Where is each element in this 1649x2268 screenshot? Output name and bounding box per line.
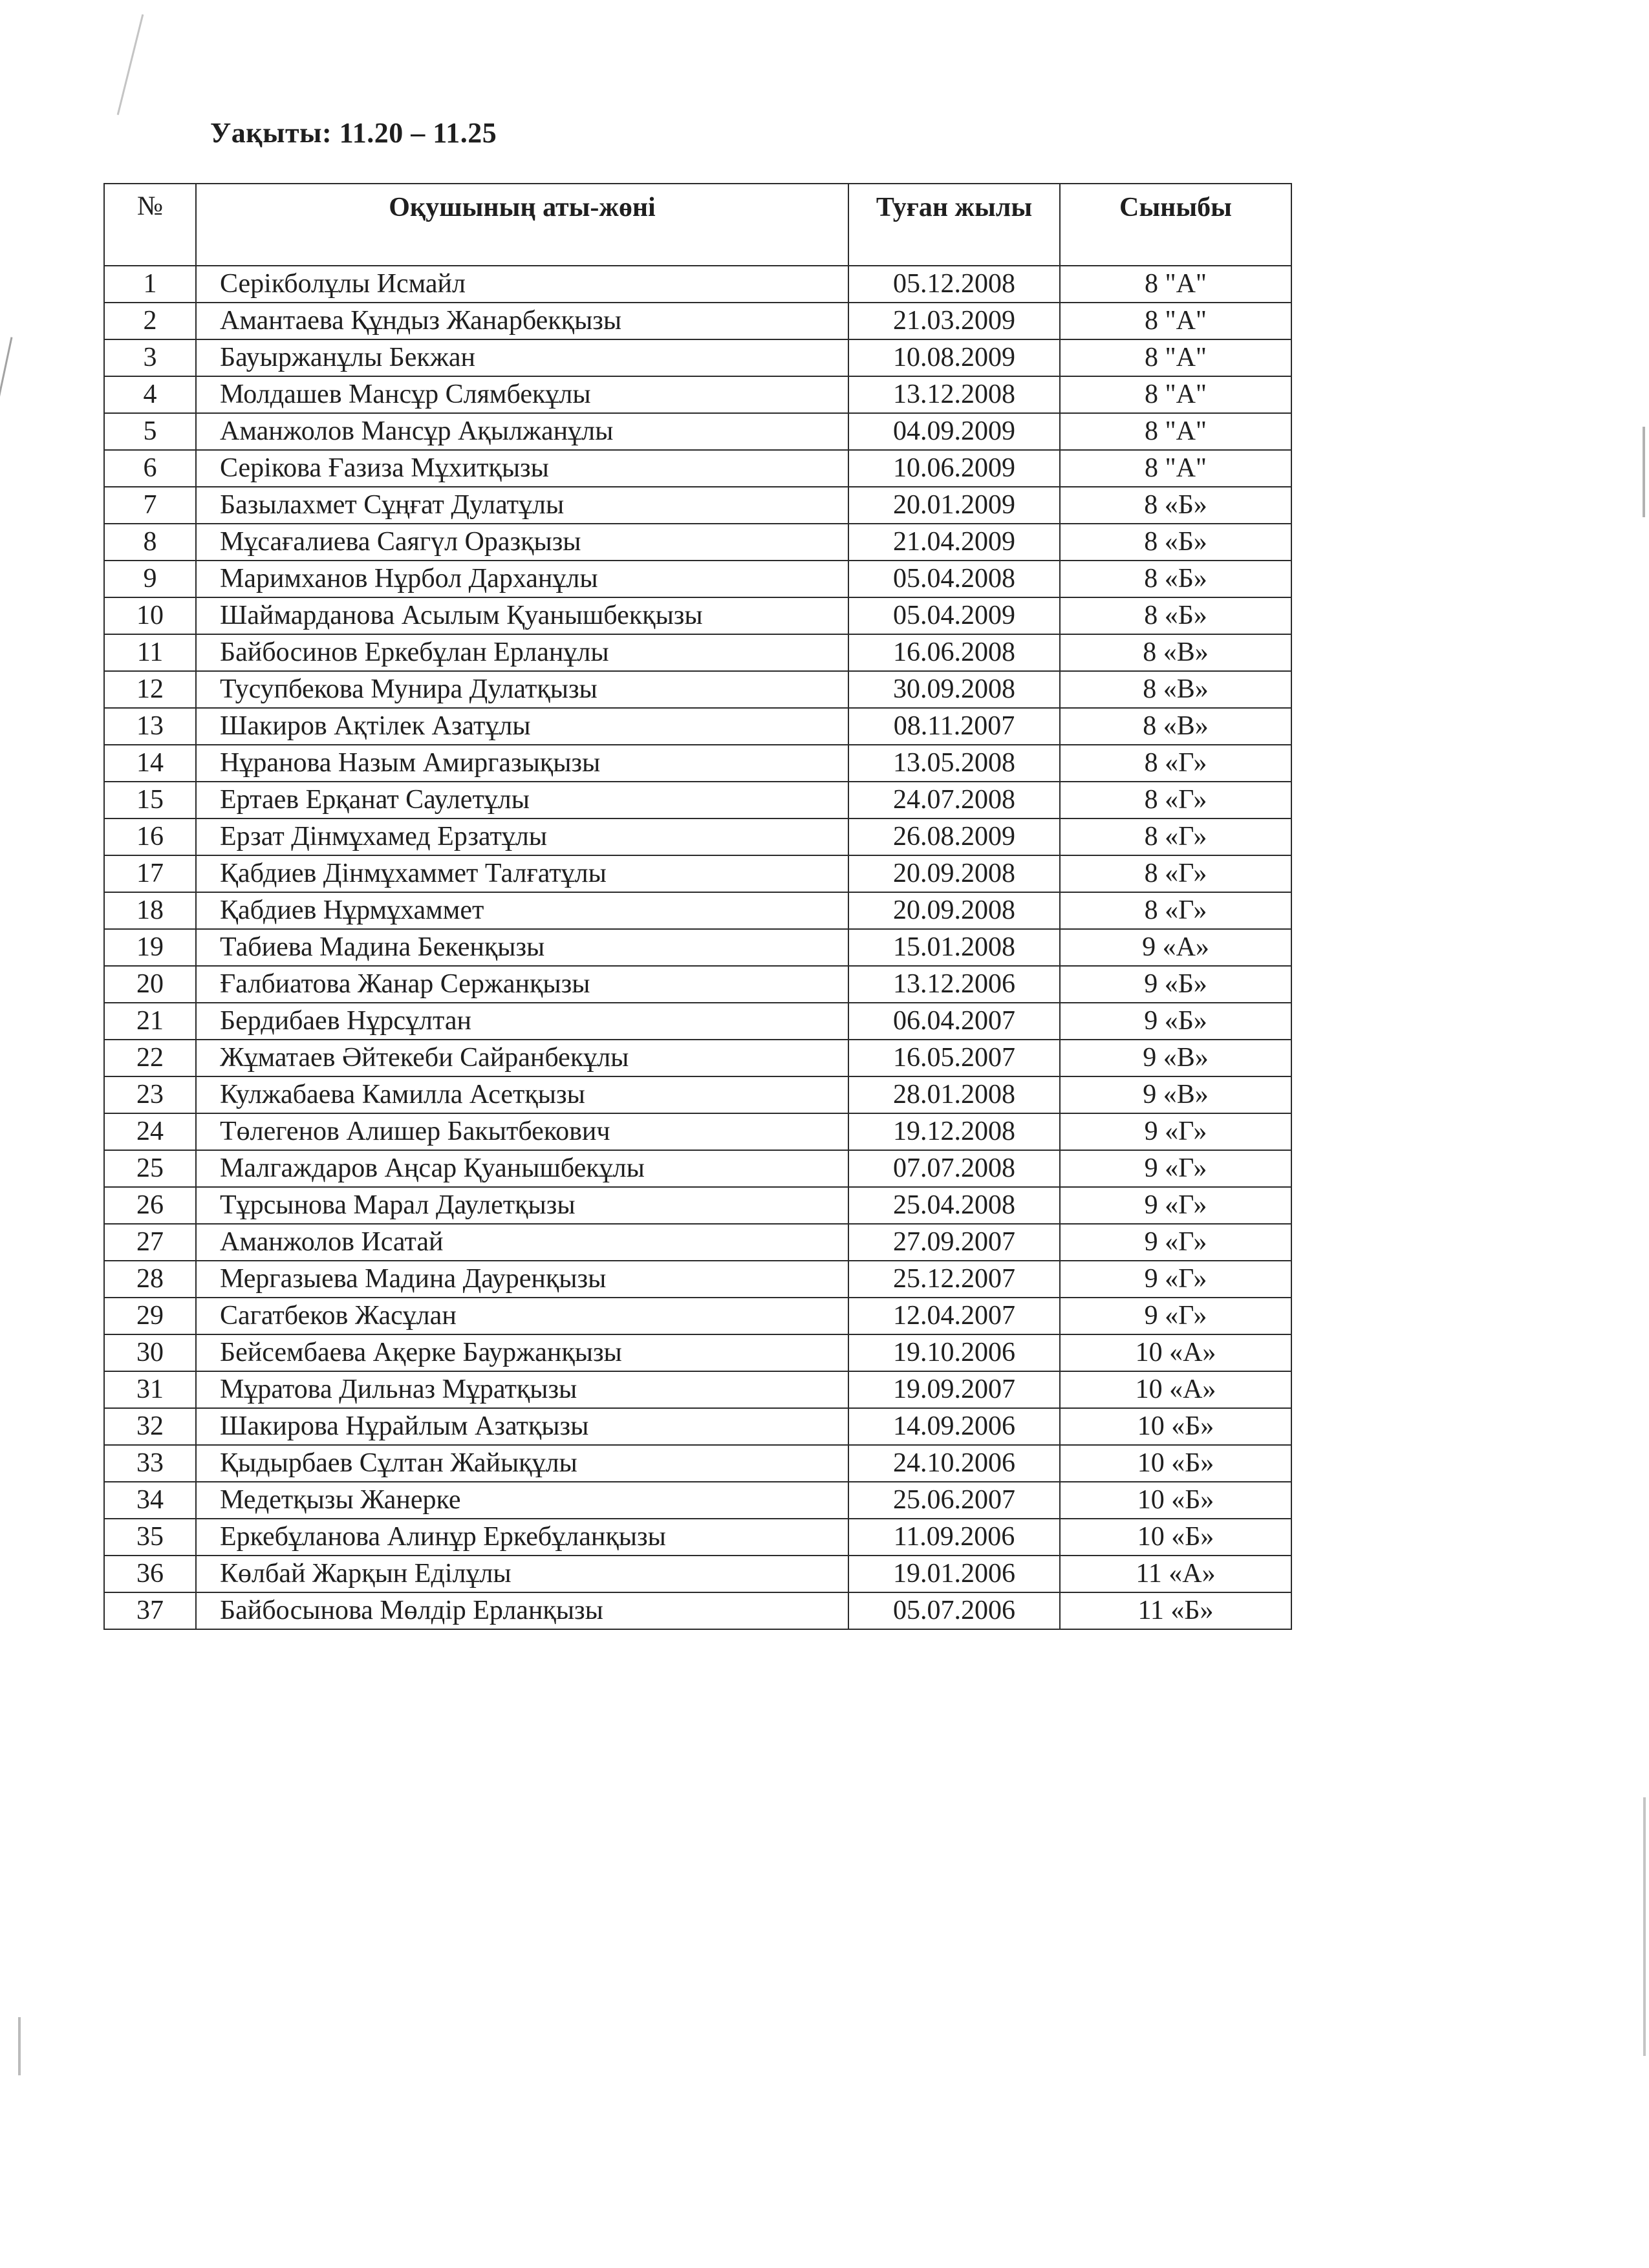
class-name: 8 «В» [1060, 708, 1291, 745]
class-name: 10 «Б» [1060, 1482, 1291, 1519]
student-name: Сагатбеков Жасұлан [196, 1298, 848, 1334]
birth-date: 19.12.2008 [848, 1113, 1060, 1150]
class-name: 11 «А» [1060, 1556, 1291, 1592]
table-row [104, 1556, 1291, 1592]
class-name: 10 «А» [1060, 1334, 1291, 1371]
row-number: 27 [104, 1224, 196, 1261]
birth-date: 24.10.2006 [848, 1445, 1060, 1482]
student-name: Көлбай Жарқын Еділұлы [196, 1556, 848, 1592]
scan-edge-mark-top [117, 14, 144, 115]
row-number: 30 [104, 1334, 196, 1371]
student-name: Медетқызы Жанерке [196, 1482, 848, 1519]
birth-date: 13.12.2008 [848, 376, 1060, 413]
class-name: 9 «А» [1060, 929, 1291, 966]
student-name: Бауыржанұлы Бекжан [196, 339, 848, 376]
class-name: 9 «Г» [1060, 1187, 1291, 1224]
row-number: 25 [104, 1150, 196, 1187]
birth-date: 25.12.2007 [848, 1261, 1060, 1298]
table-row [104, 597, 1291, 634]
class-name: 9 «Г» [1060, 1113, 1291, 1150]
row-number: 35 [104, 1519, 196, 1556]
student-name: Маримханов Нұрбол Дарханұлы [196, 561, 848, 597]
student-name: Бердибаев Нұрсұлтан [196, 1003, 848, 1040]
student-name: Шаймарданова Асылым Қуанышбекқызы [196, 597, 848, 634]
birth-date: 20.01.2009 [848, 487, 1060, 524]
class-name: 9 «Б» [1060, 966, 1291, 1003]
row-number: 22 [104, 1040, 196, 1076]
row-number: 12 [104, 671, 196, 708]
birth-date: 15.01.2008 [848, 929, 1060, 966]
student-name: Нұранова Назым Амиргазықызы [196, 745, 848, 782]
birth-date: 19.10.2006 [848, 1334, 1060, 1371]
student-name: Жұматаев Әйтекеби Сайранбекұлы [196, 1040, 848, 1076]
birth-date: 21.03.2009 [848, 303, 1060, 339]
table-row [104, 855, 1291, 892]
student-name: Амантаева Құндыз Жанарбекқызы [196, 303, 848, 339]
student-name: Мұратова Дильназ Мұратқызы [196, 1371, 848, 1408]
student-table [103, 183, 1292, 1630]
student-name: Малгаждаров Аңсар Қуанышбекұлы [196, 1150, 848, 1187]
birth-date: 21.04.2009 [848, 524, 1060, 561]
student-name: Еркебұланова Алинұр Еркебұланқызы [196, 1519, 848, 1556]
row-number: 16 [104, 818, 196, 855]
class-name: 8 «Г» [1060, 782, 1291, 818]
class-name: 8 "А" [1060, 303, 1291, 339]
table-row [104, 561, 1291, 597]
row-number: 33 [104, 1445, 196, 1482]
student-name: Қыдырбаев Сұлтан Жайықұлы [196, 1445, 848, 1482]
table-row [104, 1187, 1291, 1224]
table-row [104, 782, 1291, 818]
row-number: 8 [104, 524, 196, 561]
class-name: 9 «Г» [1060, 1298, 1291, 1334]
class-name: 8 "А" [1060, 339, 1291, 376]
student-name: Шакирова Нұрайлым Азатқызы [196, 1408, 848, 1445]
table-row [104, 1003, 1291, 1040]
birth-date: 24.07.2008 [848, 782, 1060, 818]
table-row [104, 1334, 1291, 1371]
student-name: Базылахмет Сұңғат Дулатұлы [196, 487, 848, 524]
row-number: 31 [104, 1371, 196, 1408]
class-name: 9 «Б» [1060, 1003, 1291, 1040]
table-row [104, 1408, 1291, 1445]
row-number: 2 [104, 303, 196, 339]
table-row [104, 892, 1291, 929]
table-row [104, 413, 1291, 450]
class-name: 11 «Б» [1060, 1592, 1291, 1629]
student-name: Серікболұлы Исмайл [196, 266, 848, 303]
student-name: Ерзат Дінмұхамед Ерзатұлы [196, 818, 848, 855]
time-heading: Уақыты: 11.20 – 11.25 [210, 117, 497, 149]
class-name: 9 «Г» [1060, 1150, 1291, 1187]
birth-date: 06.04.2007 [848, 1003, 1060, 1040]
table-row [104, 1113, 1291, 1150]
class-name: 9 «Г» [1060, 1224, 1291, 1261]
birth-date: 05.04.2008 [848, 561, 1060, 597]
header-student-name: Оқушының аты-жөні [196, 184, 848, 266]
header-class: Сыныбы [1060, 184, 1291, 266]
table-row [104, 634, 1291, 671]
class-name: 8 «Б» [1060, 524, 1291, 561]
header-birth-date [848, 184, 1060, 266]
student-name: Ғалбиатова Жанар Сержанқызы [196, 966, 848, 1003]
table-row [104, 818, 1291, 855]
student-name: Тұрсынова Марал Даулетқызы [196, 1187, 848, 1224]
birth-date: 10.06.2009 [848, 450, 1060, 487]
table-row [104, 266, 1291, 303]
birth-date: 13.05.2008 [848, 745, 1060, 782]
student-name: Қабдиев Нұрмұхаммет [196, 892, 848, 929]
birth-date: 13.12.2006 [848, 966, 1060, 1003]
row-number: 11 [104, 634, 196, 671]
student-name: Ертаев Ерқанат Саулетұлы [196, 782, 848, 818]
table-row [104, 671, 1291, 708]
row-number: 26 [104, 1187, 196, 1224]
table-row [104, 487, 1291, 524]
table-row [104, 339, 1291, 376]
student-name: Қабдиев Дінмұхаммет Талғатұлы [196, 855, 848, 892]
birth-date: 05.07.2006 [848, 1592, 1060, 1629]
class-name: 8 "А" [1060, 413, 1291, 450]
class-name: 9 «В» [1060, 1076, 1291, 1113]
table-body [104, 266, 1291, 1629]
row-number: 13 [104, 708, 196, 745]
table-row [104, 1371, 1291, 1408]
student-name: Шакиров Ақтілек Азатұлы [196, 708, 848, 745]
table-row [104, 1482, 1291, 1519]
birth-date: 11.09.2006 [848, 1519, 1060, 1556]
table-row [104, 1261, 1291, 1298]
table-row [104, 1298, 1291, 1334]
birth-date: 16.05.2007 [848, 1040, 1060, 1076]
student-name: Аманжолов Мансұр Ақылжанұлы [196, 413, 848, 450]
birth-date: 12.04.2007 [848, 1298, 1060, 1334]
class-name: 8 «Б» [1060, 487, 1291, 524]
student-name: Серікова Ғазиза Мұхитқызы [196, 450, 848, 487]
class-name: 8 «Г» [1060, 855, 1291, 892]
row-number: 28 [104, 1261, 196, 1298]
birth-date: 25.04.2008 [848, 1187, 1060, 1224]
birth-date: 20.09.2008 [848, 855, 1060, 892]
scan-edge-mark-left [0, 337, 13, 426]
row-number: 19 [104, 929, 196, 966]
header-number: № [104, 184, 196, 266]
table-row [104, 1076, 1291, 1113]
row-number: 18 [104, 892, 196, 929]
class-name: 8 «В» [1060, 634, 1291, 671]
student-name: Байбосинов Еркебұлан Ерланұлы [196, 634, 848, 671]
class-name: 8 «Б» [1060, 597, 1291, 634]
scan-edge-mark-left-lower [18, 2017, 21, 2075]
row-number: 10 [104, 597, 196, 634]
class-name: 8 «Г» [1060, 818, 1291, 855]
student-name: Байбосынова Мөлдір Ерланқызы [196, 1592, 848, 1629]
birth-date: 07.07.2008 [848, 1150, 1060, 1187]
row-number: 29 [104, 1298, 196, 1334]
table-row [104, 303, 1291, 339]
student-name: Молдашев Мансұр Слямбекұлы [196, 376, 848, 413]
header-birth-date-label: Туған жылы [876, 193, 1033, 222]
table-row [104, 1445, 1291, 1482]
row-number: 14 [104, 745, 196, 782]
class-name: 8 "А" [1060, 376, 1291, 413]
birth-date: 10.08.2009 [848, 339, 1060, 376]
row-number: 37 [104, 1592, 196, 1629]
student-name: Төлегенов Алишер Бакытбекович [196, 1113, 848, 1150]
class-name: 8 "А" [1060, 450, 1291, 487]
class-name: 8 «Б» [1060, 561, 1291, 597]
scan-edge-mark-right-lower [1643, 1797, 1646, 2056]
class-name: 8 «В» [1060, 671, 1291, 708]
class-name: 10 «Б» [1060, 1519, 1291, 1556]
class-name: 10 «Б» [1060, 1408, 1291, 1445]
birth-date: 04.09.2009 [848, 413, 1060, 450]
birth-date: 25.06.2007 [848, 1482, 1060, 1519]
table-row [104, 1519, 1291, 1556]
table-row [104, 1592, 1291, 1629]
row-number: 32 [104, 1408, 196, 1445]
table-row [104, 929, 1291, 966]
table-row [104, 450, 1291, 487]
row-number: 36 [104, 1556, 196, 1592]
birth-date: 14.09.2006 [848, 1408, 1060, 1445]
row-number: 24 [104, 1113, 196, 1150]
birth-date: 05.04.2009 [848, 597, 1060, 634]
row-number: 23 [104, 1076, 196, 1113]
class-name: 10 «Б» [1060, 1445, 1291, 1482]
table-row [104, 708, 1291, 745]
row-number: 20 [104, 966, 196, 1003]
birth-date: 28.01.2008 [848, 1076, 1060, 1113]
class-name: 9 «Г» [1060, 1261, 1291, 1298]
student-name: Мергазыева Мадина Дауренқызы [196, 1261, 848, 1298]
table-row [104, 745, 1291, 782]
student-name: Бейсембаева Ақерке Бауржанқызы [196, 1334, 848, 1371]
student-name: Аманжолов Исатай [196, 1224, 848, 1261]
table-row [104, 524, 1291, 561]
student-name: Кулжабаева Камилла Асетқызы [196, 1076, 848, 1113]
birth-date: 27.09.2007 [848, 1224, 1060, 1261]
table-row [104, 376, 1291, 413]
class-name: 9 «В» [1060, 1040, 1291, 1076]
birth-date: 05.12.2008 [848, 266, 1060, 303]
table-row [104, 1224, 1291, 1261]
birth-date: 16.06.2008 [848, 634, 1060, 671]
birth-date: 19.09.2007 [848, 1371, 1060, 1408]
row-number: 15 [104, 782, 196, 818]
birth-date: 08.11.2007 [848, 708, 1060, 745]
class-name: 10 «А» [1060, 1371, 1291, 1408]
table-row [104, 1150, 1291, 1187]
scan-edge-mark-right [1643, 427, 1645, 517]
row-number: 5 [104, 413, 196, 450]
birth-date: 20.09.2008 [848, 892, 1060, 929]
row-number: 34 [104, 1482, 196, 1519]
class-name: 8 «Г» [1060, 892, 1291, 929]
student-name: Мұсағалиева Саягүл Оразқызы [196, 524, 848, 561]
table-row [104, 966, 1291, 1003]
row-number: 17 [104, 855, 196, 892]
table-row [104, 1040, 1291, 1076]
row-number: 4 [104, 376, 196, 413]
birth-date: 30.09.2008 [848, 671, 1060, 708]
birth-date: 19.01.2006 [848, 1556, 1060, 1592]
birth-date: 26.08.2009 [848, 818, 1060, 855]
row-number: 21 [104, 1003, 196, 1040]
table-header-row [104, 184, 1291, 266]
row-number: 3 [104, 339, 196, 376]
row-number: 9 [104, 561, 196, 597]
student-name: Табиева Мадина Бекенқызы [196, 929, 848, 966]
row-number: 6 [104, 450, 196, 487]
student-name: Тусупбекова Мунира Дулатқызы [196, 671, 848, 708]
row-number: 7 [104, 487, 196, 524]
row-number: 1 [104, 266, 196, 303]
class-name: 8 «Г» [1060, 745, 1291, 782]
class-name: 8 "А" [1060, 266, 1291, 303]
